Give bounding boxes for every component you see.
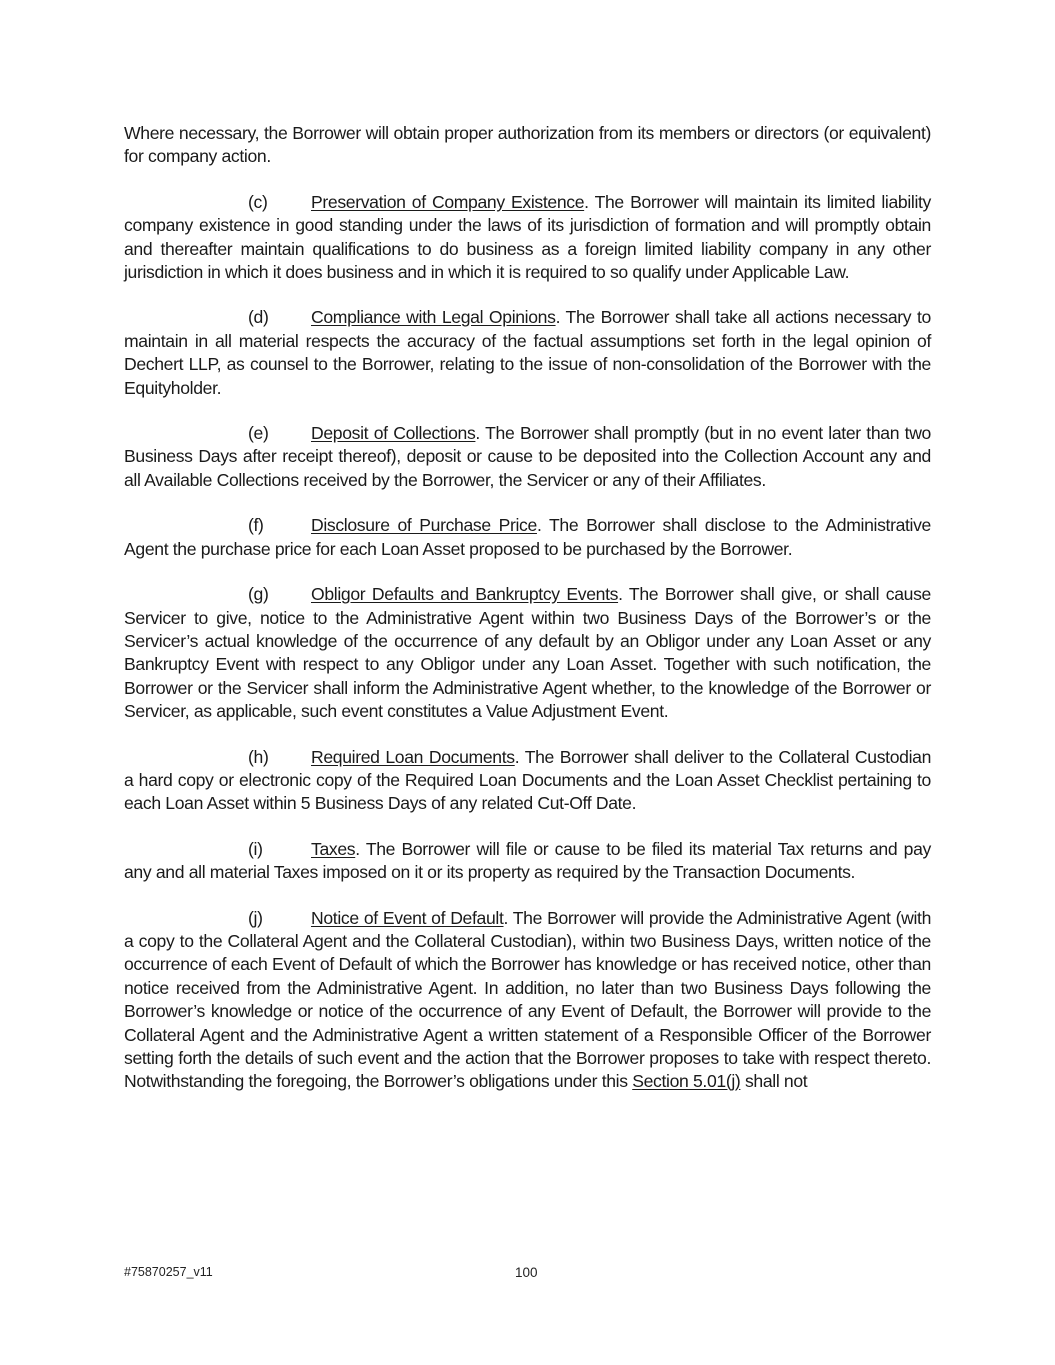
section-f [124,514,931,561]
section-i [124,838,931,885]
intro-paragraph: Where necessary, the Borrower will obtain proper authorization from its members or directors (or equivalent) for company action. [124,123,931,167]
section-heading: Preservation of Company Existence [311,191,585,212]
section-heading: Required Loan Documents [311,746,515,767]
section-label: (h) [248,746,269,767]
section-body: . The Borrower shall deliver to the Collateral Custodian a hard copy or electronic copy of the Required Loan Documents and the Loan Asset Checklist pertaining to each Loan Asset within 5 Business Days of any related Cut-Off Date. [124,746,932,814]
footer-page-number: 100 [515,1265,538,1280]
section-body-continued: shall not [740,1071,808,1092]
section-body: . The Borrower will file or cause to be filed its material Tax returns and pay any and all material Taxes imposed on it or its property as required by the Transaction Documents. [124,838,931,883]
document-page [124,122,931,1116]
section-body: . The Borrower will provide the Administrative Agent (with a copy to the Collateral Agent and the Collateral Custodian), within two Business Days, written notice of the occurrence of each Event of Default of which the Borrower has knowledge or has received notice, other than notice received from the Administrative Agent. In addition, no later than two Business Days following the Borrower’s knowledge or notice of the occurrence of any Event of Default, the Borrower will provide to the Collateral Agent and the Administrative Agent a written statement of a Responsible Officer of the Borrower setting forth the details of such event and the action that the Borrower proposes to take with respect thereto. Notwithstanding the foregoing, the Borrower’s obligations under this [124,907,932,1092]
section-cross-reference: Section 5.01(j) [632,1071,741,1092]
section-label: (d) [248,307,269,328]
section-heading: Taxes [311,838,356,859]
section-body: . The Borrower will maintain its limited liability company existence in good standing under the laws of its jurisdiction of formation and will promptly obtain and thereafter maintain qualifications to do business as a foreign limited liability company in any other jurisdiction in which it does business and in which it is required to so qualify under Applicable Law. [124,191,931,283]
footer-document-id: #75870257_v11 [124,1265,213,1279]
section-body: . The Borrower shall disclose to the Administrative Agent the purchase price for each Loan Asset proposed to be purchased by the Borrower. [124,515,931,559]
section-body: . The Borrower shall give, or shall cause Servicer to give, notice to the Administrative Agent within two Business Days of the Borrower’s or the Servicer’s actual knowledge of the occurrence of any default by an Obligor under any Loan Asset or any Bankruptcy Event with respect to any Obligor under any Loan Asset. Together with such notification, the Borrower or the Servicer shall inform the Administrative Agent whether, to the knowledge of the Borrower or Servicer, as applicable, such event constitutes a Value Adjustment Event. [124,584,931,722]
section-h [124,746,931,816]
section-label: (f) [248,515,264,536]
section-heading: Obligor Defaults and Bankruptcy Events [311,584,619,605]
section-heading: Disclosure of Purchase Price [311,515,537,536]
section-heading: Notice of Event of Default [311,907,504,928]
section-label: (e) [248,423,269,444]
section-heading: Deposit of Collections [311,423,476,444]
section-body: . The Borrower shall take all actions necessary to maintain in all material respects the accuracy of the factual assumptions set forth in the legal opinion of Dechert LLP, as counsel to the Borrower, relating to the issue of non-consolidation of the Borrower with the Equityholder. [124,307,931,398]
section-d [124,306,931,400]
section-label: (g) [248,584,269,605]
section-label: (i) [248,838,263,859]
section-body: . The Borrower shall promptly (but in no event later than two Business Days after receipt thereof), deposit or cause to be deposited into the Collection Account any and all Available Collections received by the Borrower, the Servicer or any of their Affiliates. [124,423,931,490]
section-j [124,907,931,1094]
section-heading: Compliance with Legal Opinions [311,307,556,328]
section-label: (j) [248,907,263,928]
section-label: (c) [248,191,268,212]
section-e [124,422,931,492]
section-g [124,583,931,723]
section-c [124,191,931,285]
